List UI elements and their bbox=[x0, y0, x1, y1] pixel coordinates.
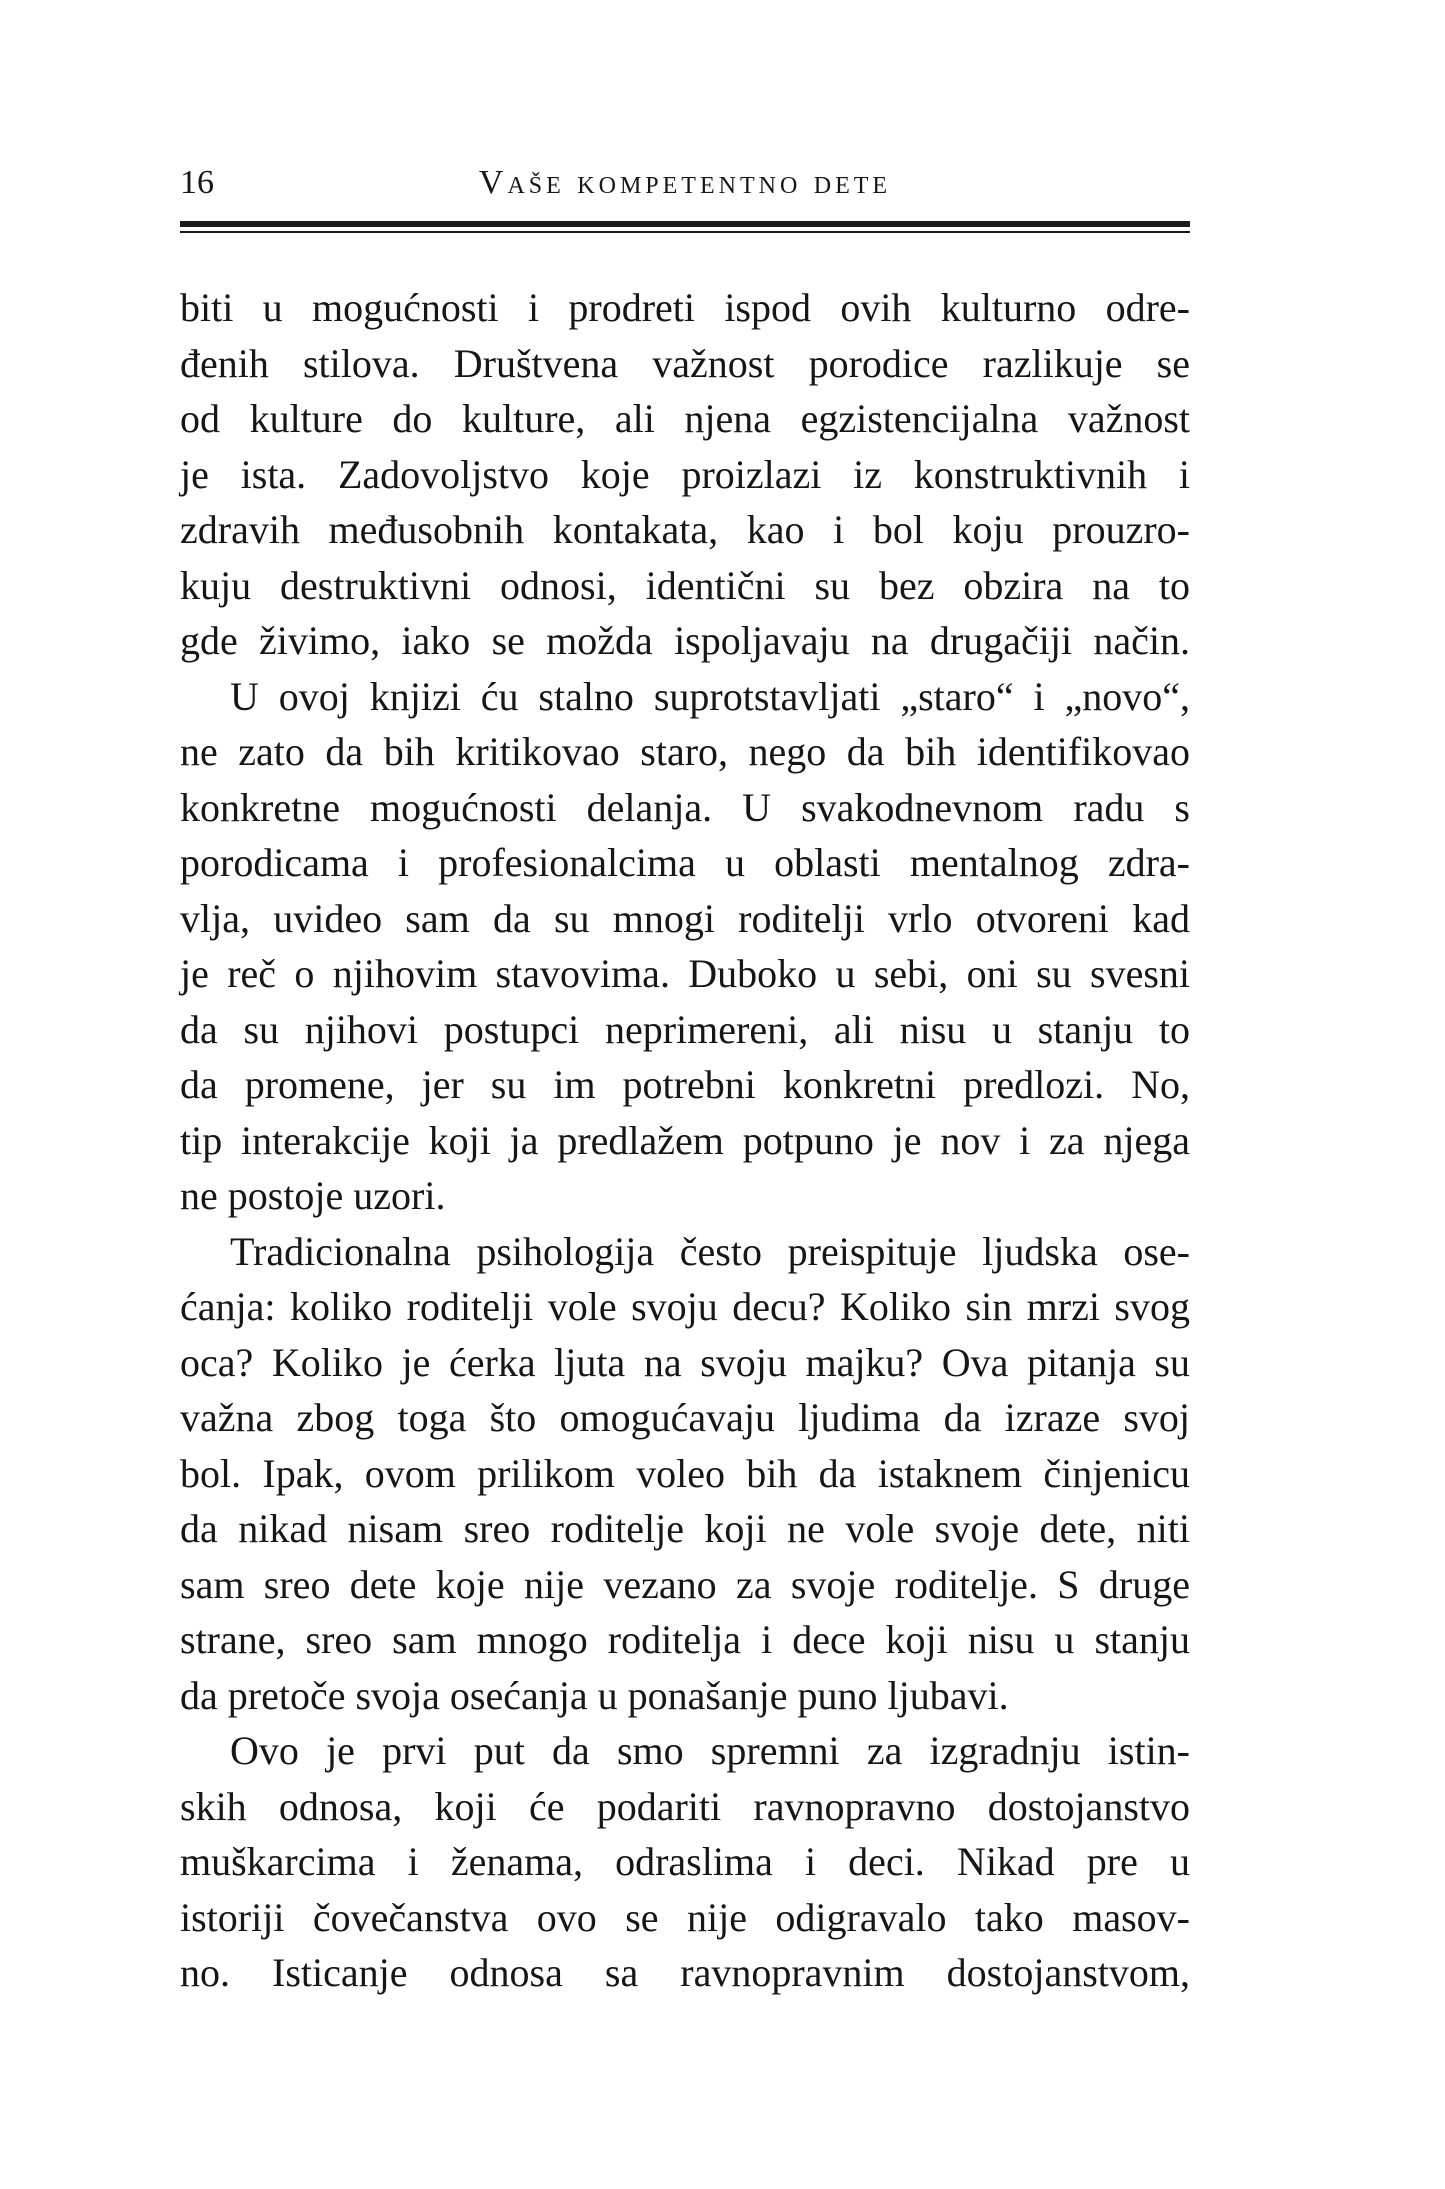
text-line: sam sreo dete koje nije vezano za svoje roditelje. S druge bbox=[180, 1561, 1190, 1607]
text-line: ne zato da bih kritikovao staro, nego da bih identifikovao bbox=[180, 729, 1190, 774]
text-line: istoriji čovečanstva ovo se nije odigravalo tako masov- bbox=[180, 1894, 1190, 1940]
text-line: Tradicionalna psihologija često preispituje ljudska ose- bbox=[230, 1228, 1190, 1274]
text-line: konkretne mogućnosti delanja. U svakodnevnom radu s bbox=[180, 784, 1190, 830]
text-line: ne postoje uzori. bbox=[180, 1173, 446, 1218]
text-line: strane, sreo sam mnogo roditelja i dece koji nisu u stanju bbox=[180, 1617, 1190, 1662]
page-header bbox=[180, 163, 1190, 207]
text-line: bol. Ipak, ovom prilikom voleo bih da istaknem činjenicu bbox=[180, 1450, 1190, 1496]
text-line: no. Isticanje odnosa sa ravnopravnim dostojanstvom, bbox=[180, 1950, 1190, 1995]
text-line: tip interakcije koji ja predlažem potpuno je nov i za njega bbox=[180, 1117, 1190, 1163]
text-line: U ovoj knjizi ću stalno suprotstavljati „staro“ i „novo“, bbox=[230, 673, 1190, 719]
text-line: đenih stilova. Društvena važnost porodice razlikuje se bbox=[180, 340, 1190, 386]
text-line: ćanja: koliko roditelji vole svoju decu? Koliko sin mrzi svog bbox=[180, 1284, 1190, 1329]
text-line: gde živimo, iako se možda ispoljavaju na drugačiji način. bbox=[180, 618, 1190, 663]
text-line: porodicama i profesionalcima u oblasti mentalnog zdra- bbox=[180, 840, 1190, 885]
paragraph bbox=[180, 669, 1190, 1224]
text-line: Ovo je prvi put da smo spremni za izgradnju istin- bbox=[230, 1728, 1190, 1773]
text-line: zdravih međusobnih kontakata, kao i bol koju prouzro- bbox=[180, 507, 1190, 552]
paragraph bbox=[180, 1224, 1190, 1724]
text-line: da promene, jer su im potrebni konkretni predlozi. No, bbox=[180, 1062, 1190, 1107]
text-line: vlja, uvideo sam da su mnogi roditelji vrlo otvoreni kad bbox=[180, 895, 1190, 941]
text-line: je reč o njihovim stavovima. Duboko u sebi, oni su svesni bbox=[180, 951, 1190, 996]
text-line: od kulture do kulture, ali njena egzistencijalna važnost bbox=[180, 396, 1190, 441]
text-line: da nikad nisam sreo roditelje koji ne vole svoje dete, niti bbox=[180, 1506, 1190, 1551]
paragraphs bbox=[180, 280, 1190, 2001]
text-line: muškarcima i ženama, odraslima i deci. Nikad pre u bbox=[180, 1839, 1190, 1884]
text-line: da su njihovi postupci neprimereni, ali nisu u stanju to bbox=[180, 1006, 1190, 1052]
text-line: oca? Koliko je ćerka ljuta na svoju majku? Ova pitanja su bbox=[180, 1339, 1190, 1385]
page-body bbox=[180, 280, 1190, 2001]
text-line: biti u mogućnosti i prodreti ispod ovih kulturno odre- bbox=[180, 285, 1190, 330]
paragraph bbox=[180, 1723, 1190, 2001]
page-number: 16 bbox=[180, 164, 214, 201]
text-line: kuju destruktivni odnosi, identični su bez obzira na to bbox=[180, 562, 1190, 608]
text-line: skih odnosa, koji će podariti ravnopravno dostojanstvo bbox=[180, 1783, 1190, 1829]
text-line: je ista. Zadovoljstvo koje proizlazi iz konstruktivnih i bbox=[180, 451, 1190, 497]
header-rule bbox=[180, 221, 1190, 233]
text-line: da pretoče svoja osećanja u ponašanje puno ljubavi. bbox=[180, 1672, 1009, 1718]
running-title: Vaše kompetentno dete bbox=[478, 164, 892, 201]
text-line: važna zbog toga što omogućavaju ljudima da izraze svoj bbox=[180, 1395, 1190, 1440]
text-block bbox=[180, 0, 1190, 2189]
header-rule-thin-line bbox=[180, 231, 1190, 233]
paragraph bbox=[180, 280, 1190, 669]
